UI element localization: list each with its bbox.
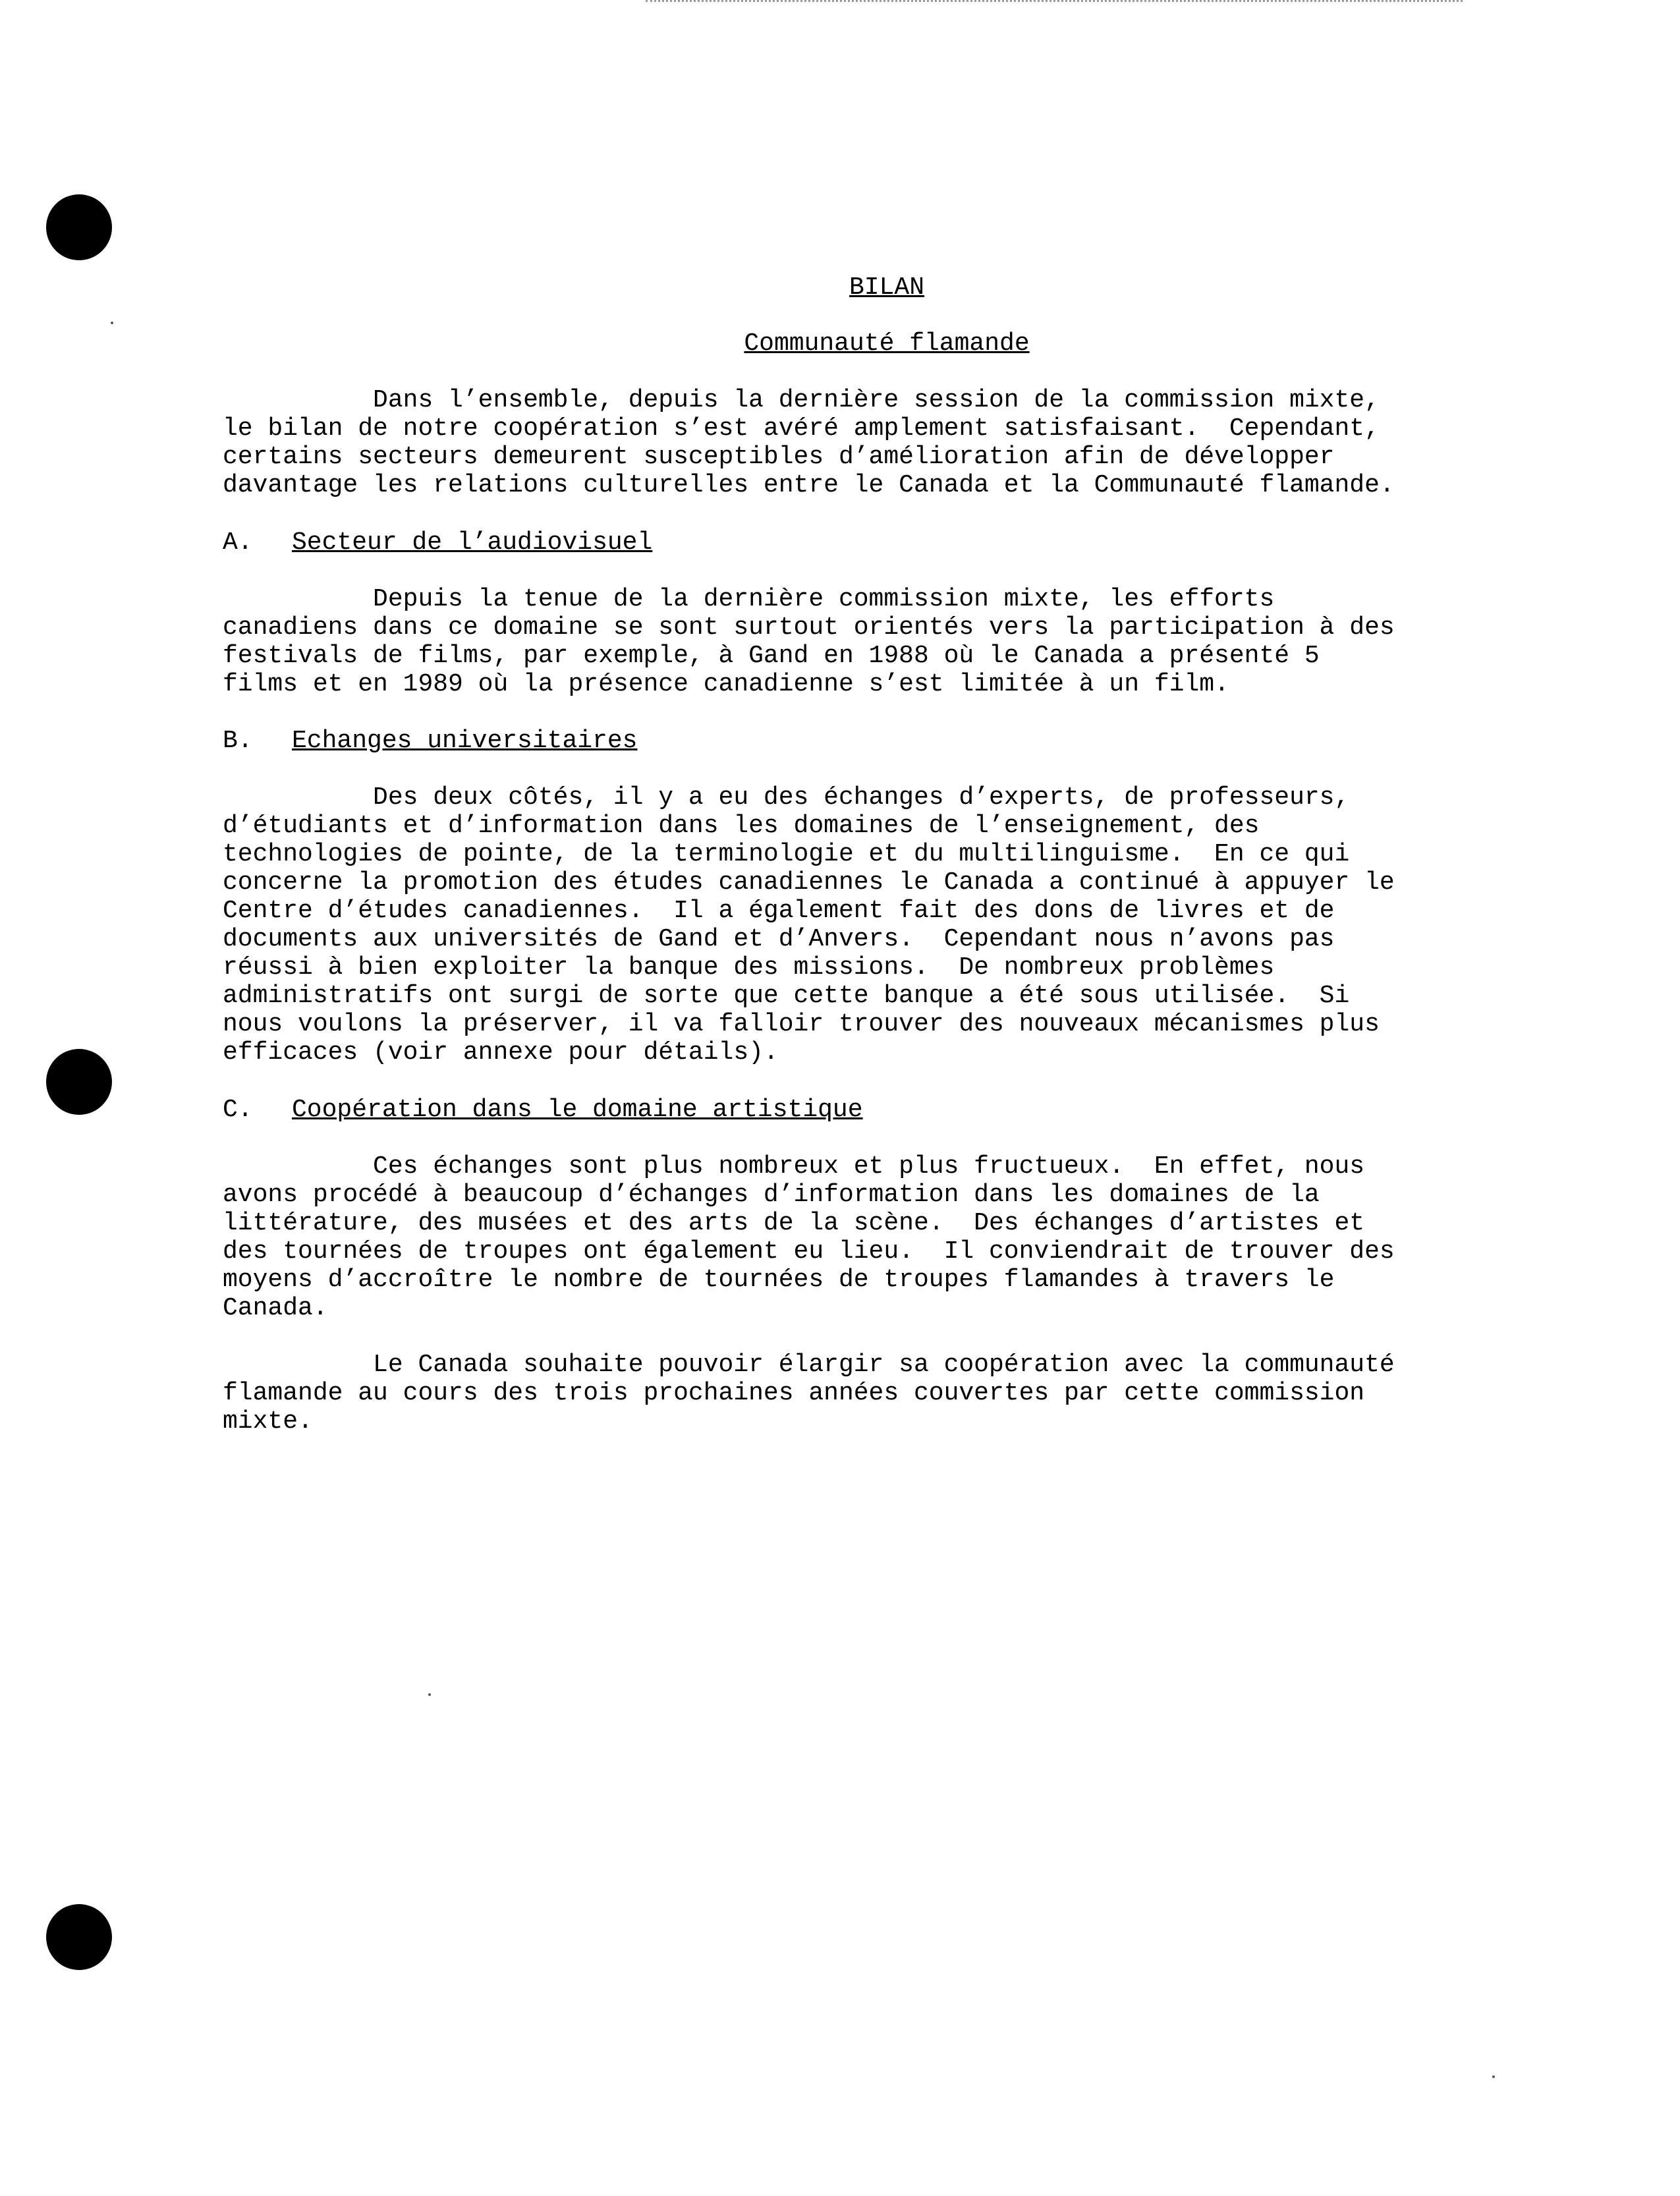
paragraph-line: Dans l’ensemble, depuis la dernière session de la commission mixte, — [223, 386, 1380, 414]
section-heading-c — [223, 1096, 863, 1124]
paragraph-line: Depuis la tenue de la dernière commission mixte, les efforts — [223, 585, 1275, 613]
paragraph-line: certains secteurs demeurent susceptibles d’amélioration afin de développer — [223, 443, 1335, 471]
paragraph-line: d’étudiants et d’information dans les domaines de l’enseignement, des — [223, 812, 1260, 840]
intro-paragraph — [223, 386, 1540, 499]
paragraph-line: documents aux universités de Gand et d’Anvers. Cependant nous n’avons pas — [223, 925, 1335, 953]
paragraph-line: Des deux côtés, il y a eu des échanges d’experts, de professeurs, — [223, 783, 1350, 812]
scan-speck — [111, 322, 113, 324]
paragraph-line: le bilan de notre coopération s’est avéré amplement satisfaisant. Cependant, — [223, 414, 1380, 443]
paragraph-line: efficaces (voir annexe pour détails). — [223, 1038, 779, 1067]
paragraph-line: Le Canada souhaite pouvoir élargir sa coopération avec la communauté — [223, 1351, 1395, 1379]
paragraph-line: moyens d’accroître le nombre de tournées de troupes flamandes à travers le — [223, 1266, 1335, 1294]
paragraph-line: Canada. — [223, 1294, 328, 1322]
section-title: Secteur de l’audiovisuel — [292, 528, 653, 557]
punch-hole-bottom — [46, 1904, 112, 1970]
document-subtitle: Communauté flamande — [744, 329, 1030, 358]
scan-top-edge — [646, 0, 1463, 2]
punch-hole-top — [46, 194, 112, 260]
paragraph-line: avons procédé à beaucoup d’échanges d’information dans les domaines de la — [223, 1181, 1320, 1209]
paragraph-line: concerne la promotion des études canadiennes le Canada a continué à appuyer le — [223, 868, 1395, 897]
section-heading-a — [223, 528, 652, 557]
paragraph-line: flamande au cours des trois prochaines années couvertes par cette commission — [223, 1379, 1365, 1407]
section-title: Coopération dans le domaine artistique — [292, 1096, 863, 1124]
paragraph-line: administratifs ont surgi de sorte que cette banque a été sous utilisée. Si — [223, 982, 1350, 1010]
scan-speck — [1492, 2075, 1495, 2078]
paragraph-line: littérature, des musées et des arts de la scène. Des échanges d’artistes et — [223, 1209, 1365, 1237]
paragraph-line: technologies de pointe, de la terminologie et du multilinguisme. En ce qui — [223, 840, 1350, 868]
section-c-paragraph — [223, 1152, 1540, 1322]
closing-paragraph — [223, 1351, 1540, 1436]
section-a-paragraph — [223, 585, 1540, 698]
section-b-paragraph — [223, 783, 1540, 1067]
section-heading-b — [223, 727, 638, 755]
paragraph-line: films et en 1989 où la présence canadienne s’est limitée à un film. — [223, 670, 1229, 698]
paragraph-line: mixte. — [223, 1407, 313, 1436]
paragraph-line: festivals de films, par exemple, à Gand en 1988 où le Canada a présenté 5 — [223, 642, 1320, 670]
section-letter: B. — [223, 727, 253, 755]
paragraph-line: nous voulons la préserver, il va falloir trouver des nouveaux mécanismes plus — [223, 1010, 1380, 1038]
punch-hole-middle — [46, 1049, 112, 1115]
section-letter: A. — [223, 528, 253, 557]
scan-speck — [428, 1693, 431, 1696]
section-title: Echanges universitaires — [292, 727, 638, 755]
paragraph-line: canadiens dans ce domaine se sont surtout orientés vers la participation à des — [223, 613, 1395, 642]
paragraph-line: réussi à bien exploiter la banque des missions. De nombreux problèmes — [223, 953, 1275, 982]
paragraph-line: davantage les relations culturelles entre le Canada et la Communauté flamande. — [223, 471, 1395, 499]
paragraph-line: Centre d’études canadiennes. Il a également fait des dons de livres et de — [223, 897, 1335, 925]
paragraph-line: des tournées de troupes ont également eu lieu. Il conviendrait de trouver des — [223, 1237, 1395, 1266]
document-title: BILAN — [849, 273, 925, 302]
section-letter: C. — [223, 1096, 253, 1124]
paragraph-line: Ces échanges sont plus nombreux et plus fructueux. En effet, nous — [223, 1152, 1365, 1181]
